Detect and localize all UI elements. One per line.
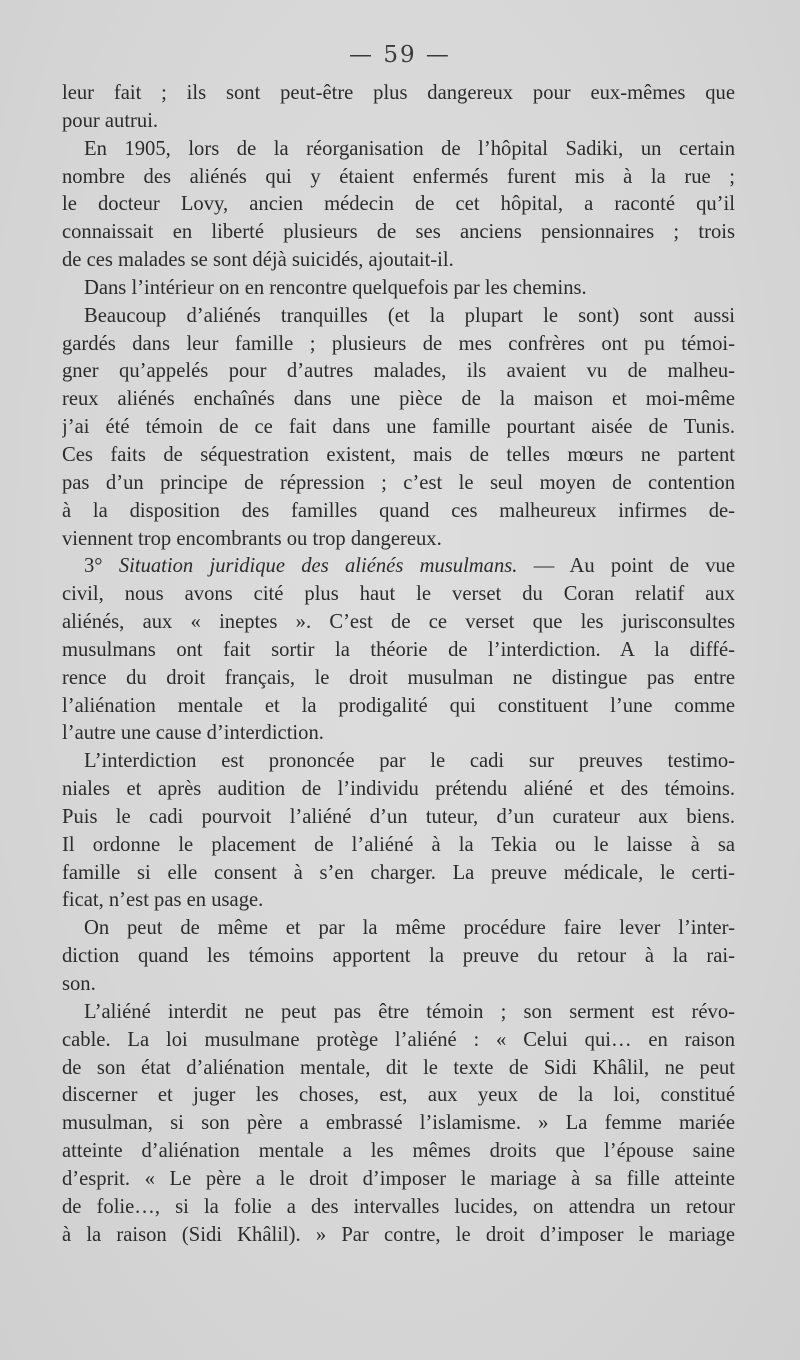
section-heading-line: [62, 553, 735, 581]
text-line: de folie…, si la folie a des intervalles lucides, on attendra un retour: [62, 1195, 735, 1218]
text-line: l’autre une cause d’interdiction.: [62, 722, 324, 745]
section-number: 3°: [84, 555, 103, 578]
text-line: discerner et juger les choses, est, aux yeux de la loi, constitué: [62, 1084, 735, 1107]
text-line: Puis le cadi pourvoit l’aliéné d’un tuteur, d’un curateur aux biens.: [62, 805, 735, 828]
text-line: Il ordonne le placement de l’aliéné à la Tekia ou le laisse à sa: [62, 833, 735, 856]
text-line: j’ai été témoin de ce fait dans une famille pourtant aisée de Tunis.: [62, 416, 735, 439]
text-line: de son état d’aliénation mentale, dit le texte de Sidi Khâlil, ne peut: [62, 1056, 735, 1079]
text-line: ficat, n’est pas en usage.: [62, 889, 264, 912]
text-line: L’aliéné interdit ne peut pas être témoin ; son serment est révo-: [84, 1000, 735, 1023]
text-line: gardés dans leur famille ; plusieurs de mes confrères ont pu témoi-: [62, 332, 735, 355]
text-line: famille si elle consent à s’en charger. La preuve médicale, le certi-: [62, 861, 735, 884]
text-line: En 1905, lors de la réorganisation de l’hôpital Sadiki, un certain: [84, 137, 735, 160]
text-line: On peut de même et par la même procédure faire lever l’inter-: [84, 917, 735, 940]
text-line: cable. La loi musulmane protège l’aliéné : « Celui qui… en raison: [62, 1028, 735, 1051]
text-line: diction quand les témoins apportent la preuve du retour à la rai-: [62, 945, 735, 968]
text-line: atteinte d’aliénation mentale a les mêmes droits que l’épouse saine: [62, 1140, 735, 1163]
text-line: connaissait en liberté plusieurs de ses anciens pensionnaires ; trois: [62, 221, 735, 244]
text-line: l’aliénation mentale et la prodigalité qui constituent l’une comme: [62, 694, 735, 717]
text-line: viennent trop encombrants ou trop dangereux.: [62, 527, 442, 550]
text-line: à la disposition des familles quand ces malheureux infirmes de-: [62, 499, 735, 522]
text-line: aliénés, aux « ineptes ». C’est de ce verset que les jurisconsultes: [62, 611, 735, 634]
text-line: Ces faits de séquestration existent, mais de telles mœurs ne partent: [62, 443, 735, 466]
text-line: musulmans ont fait sortir la théorie de l’interdiction. A la diffé-: [62, 638, 735, 661]
text-line: nombre des aliénés qui y étaient enfermés furent mis à la rue ;: [62, 165, 735, 188]
text-line: Beaucoup d’aliénés tranquilles (et la plupart le sont) sont aussi: [84, 304, 735, 327]
text-line: musulman, si son père a embrassé l’islamisme. » La femme mariée: [62, 1112, 735, 1135]
text-line: niales et après audition de l’individu prétendu aliéné et des témoins.: [62, 778, 735, 801]
body-text: [62, 80, 735, 1249]
text-line: leur fait ; ils sont peut-être plus dangereux pour eux-mêmes que: [62, 82, 735, 104]
text-line: L’interdiction est prononcée par le cadi sur preuves testimo-: [84, 750, 735, 773]
text-line: de ces malades se sont déjà suicidés, ajoutait-il.: [62, 249, 454, 272]
text-line: rence du droit français, le droit musulman ne distingue pas entre: [62, 666, 735, 689]
text-line: civil, nous avons cité plus haut le verset du Coran relatif aux: [62, 583, 735, 606]
text-line: Dans l’intérieur on en rencontre quelquefois par les chemins.: [84, 276, 587, 299]
section-rest: — Au point de vue: [533, 555, 735, 578]
text-line: pour autrui.: [62, 109, 159, 132]
page-number: — 59 —: [349, 42, 451, 68]
section-title: Situation juridique des aliénés musulmans.: [118, 555, 518, 578]
text-line: son.: [62, 973, 96, 995]
text-line: pas d’un principe de répression ; c’est le seul moyen de contention: [62, 471, 735, 494]
text-line: reux aliénés enchaînés dans une pièce de la maison et moi-même: [62, 388, 735, 411]
text-line: à la raison (Sidi Khâlil). » Par contre, le droit d’imposer le mariage: [62, 1223, 735, 1246]
text-line: d’esprit. « Le père a le droit d’imposer le mariage à sa fille atteinte: [62, 1167, 735, 1190]
text-line: le docteur Lovy, ancien médecin de cet hôpital, a raconté qu’il: [62, 193, 735, 216]
text-line: gner qu’appelés pour d’autres malades, ils avaient vu de malheu-: [62, 360, 735, 383]
